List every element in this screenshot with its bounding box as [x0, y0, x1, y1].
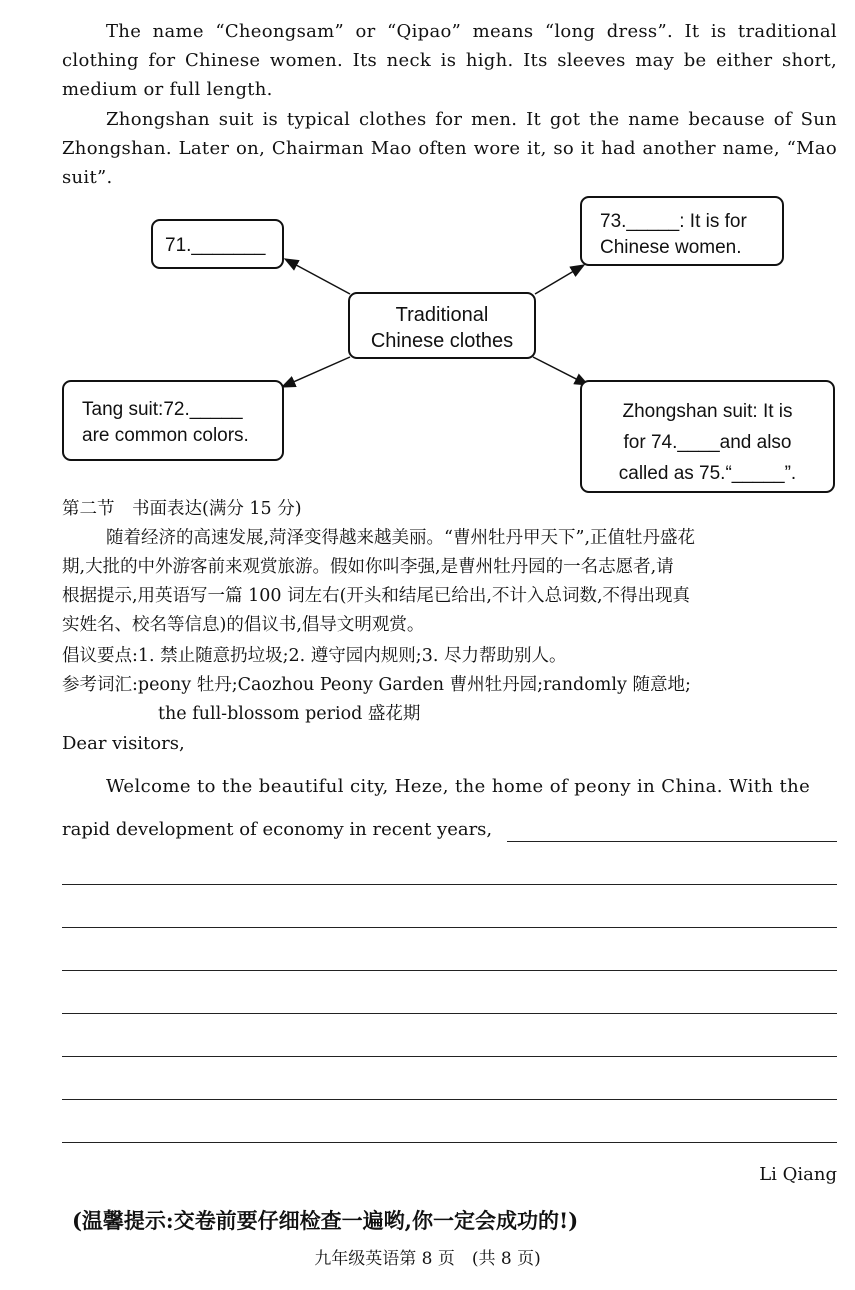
footer-reminder: (温馨提示:交卷前要仔细检查一遍哟,你一定会成功的!)	[72, 1208, 579, 1233]
writing-line-first[interactable]	[507, 841, 837, 842]
writing-line[interactable]	[62, 884, 837, 885]
arrow-to-74	[533, 357, 588, 385]
vocab-line-1: 参考词汇:peony 牡丹;Caozhou Peony Garden 曹州牡丹园;randomly 随意地;	[62, 675, 691, 695]
box-73-line-1: 73._____: It is for	[600, 211, 747, 232]
box-74-line-1: Zhongshan suit: It is	[622, 401, 793, 422]
diagram-box-73	[580, 196, 784, 266]
prompt-line-2: 期,大批的中外游客前来观赏旅游。假如你叫李强,是曹州牡丹园的一名志愿者,请	[62, 557, 674, 577]
greeting: Dear visitors,	[62, 733, 185, 754]
writing-line[interactable]	[62, 927, 837, 928]
prompt-line-4: 实姓名、校名等信息)的倡议书,倡导文明观赏。	[62, 615, 425, 635]
page-number: 九年级英语第 8 页 (共 8 页)	[314, 1249, 541, 1269]
arrow-to-73	[535, 265, 584, 294]
writing-line[interactable]	[62, 1013, 837, 1014]
box-74-line-3: called as 75.“_____”.	[618, 463, 797, 484]
reading-paragraph-2: Zhongshan suit is typical clothes for men. It got the name because of Sun Zhongshan. Later on, Chairman Mao often wore it, so it had another name, “Mao suit”.	[62, 109, 837, 188]
key-points: 倡议要点:1. 禁止随意扔垃圾;2. 遵守园内规则;3. 尽力帮助别人。	[62, 646, 567, 666]
reading-paragraph-1: The name “Cheongsam” or “Qipao” means “long dress”. It is traditional clothing for Chinese women. Its neck is high. Its sleeves may be either short, medium or full length.	[62, 21, 837, 100]
center-line-1: Traditional	[395, 304, 489, 326]
box-72-line-2: are common colors.	[82, 425, 249, 446]
arrow-to-72	[282, 357, 350, 387]
opening-line-1: Welcome to the beautiful city, Heze, the home of peony in China. With the	[106, 776, 811, 797]
opening-line-2: rapid development of economy in recent years,	[62, 819, 493, 840]
diagram-center-box	[348, 292, 536, 359]
arrow-to-71	[285, 259, 350, 294]
diagram-box-71	[151, 219, 284, 269]
diagram-box-74	[580, 380, 835, 493]
writing-line[interactable]	[62, 1099, 837, 1100]
box-73-line-2: Chinese women.	[600, 237, 742, 258]
center-line-2: Chinese clothes	[370, 330, 514, 352]
diagram-box-72	[62, 380, 284, 461]
section-title: 第二节 书面表达(满分 15 分)	[62, 499, 302, 519]
writing-line[interactable]	[62, 970, 837, 971]
writing-line[interactable]	[62, 1142, 837, 1143]
signature: Li Qiang	[759, 1164, 837, 1185]
writing-line[interactable]	[62, 1056, 837, 1057]
box-71-text: 71._______	[165, 235, 266, 256]
vocab-line-2: the full-blossom period 盛花期	[158, 704, 421, 724]
prompt-line-1: 随着经济的高速发展,菏泽变得越来越美丽。“曹州牡丹甲天下”,正值牡丹盛花	[106, 528, 696, 548]
box-72-line-1: Tang suit:72._____	[82, 399, 243, 420]
prompt-line-3: 根据提示,用英语写一篇 100 词左右(开头和结尾已给出,不计入总词数,不得出现真	[62, 586, 691, 606]
box-74-line-2: for 74.____and also	[623, 432, 792, 453]
